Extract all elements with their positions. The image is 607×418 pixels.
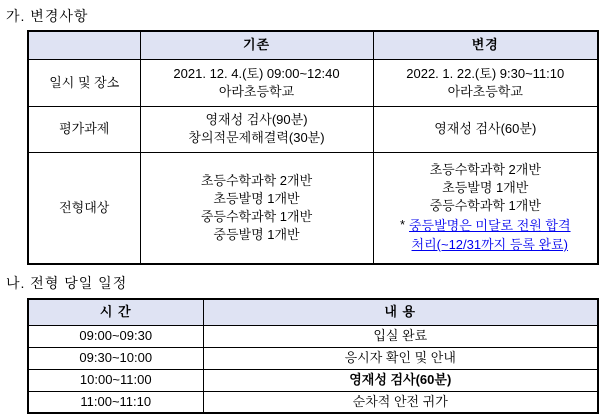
changes-table	[27, 30, 599, 265]
schedule-table	[27, 298, 599, 414]
schedule-header-content: 내 용	[203, 299, 598, 325]
schedule-content: 순차적 안전 귀가	[203, 391, 598, 413]
selection-target-changed	[373, 152, 598, 264]
schedule-content: 입실 완료	[203, 325, 598, 347]
row-label-datetime-place: 일시 및 장소	[28, 59, 140, 106]
table-row-evaluation-task	[28, 106, 598, 152]
schedule-table-header-row	[28, 299, 598, 325]
schedule-time: 10:00~11:00	[28, 369, 203, 391]
schedule-row-test	[28, 369, 598, 391]
schedule-time: 09:30~10:00	[28, 347, 203, 369]
schedule-time: 09:00~09:30	[28, 325, 203, 347]
changes-header-changed: 변경	[373, 31, 598, 59]
changes-table-header-row	[28, 31, 598, 59]
evaluation-task-existing: 영재성 검사(90분) 창의적문제해결력(30분)	[140, 106, 373, 152]
datetime-place-existing: 2021. 12. 4.(토) 09:00~12:40 아라초등학교	[140, 59, 373, 106]
changes-header-existing: 기존	[140, 31, 373, 59]
table-row-selection-target	[28, 152, 598, 264]
section-b-heading: 나. 전형 당일 일정	[6, 275, 128, 291]
changes-header-blank	[28, 31, 140, 59]
evaluation-task-changed: 영재성 검사(60분)	[373, 106, 598, 152]
datetime-place-changed: 2022. 1. 22.(토) 9:30~11:10 아라초등학교	[373, 59, 598, 106]
row-label-selection-target: 전형대상	[28, 152, 140, 264]
selection-target-note	[376, 216, 596, 254]
selection-target-existing: 초등수학과학 2개반 초등발명 1개반 중등수학과학 1개반 중등발명 1개반	[140, 152, 373, 264]
row-label-evaluation-task: 평가과제	[28, 106, 140, 152]
schedule-header-time: 시 간	[28, 299, 203, 325]
table-row-datetime-place	[28, 59, 598, 106]
schedule-content: 영재성 검사(60분)	[203, 369, 598, 391]
note-asterisk-marker: *	[399, 217, 405, 233]
schedule-row-entry	[28, 325, 598, 347]
selection-target-changed-classes: 초등수학과학 2개반 초등발명 1개반 중등수학과학 1개반	[429, 162, 541, 214]
schedule-row-departure	[28, 391, 598, 413]
schedule-time: 11:00~11:10	[28, 391, 203, 413]
section-a-heading: 가. 변경사항	[6, 8, 89, 24]
note-text: 중등발명은 미달로 전원 합격 처리(~12/31까지 등록 완료)	[409, 218, 571, 253]
schedule-row-check-in	[28, 347, 598, 369]
schedule-content: 응시자 확인 및 안내	[203, 347, 598, 369]
